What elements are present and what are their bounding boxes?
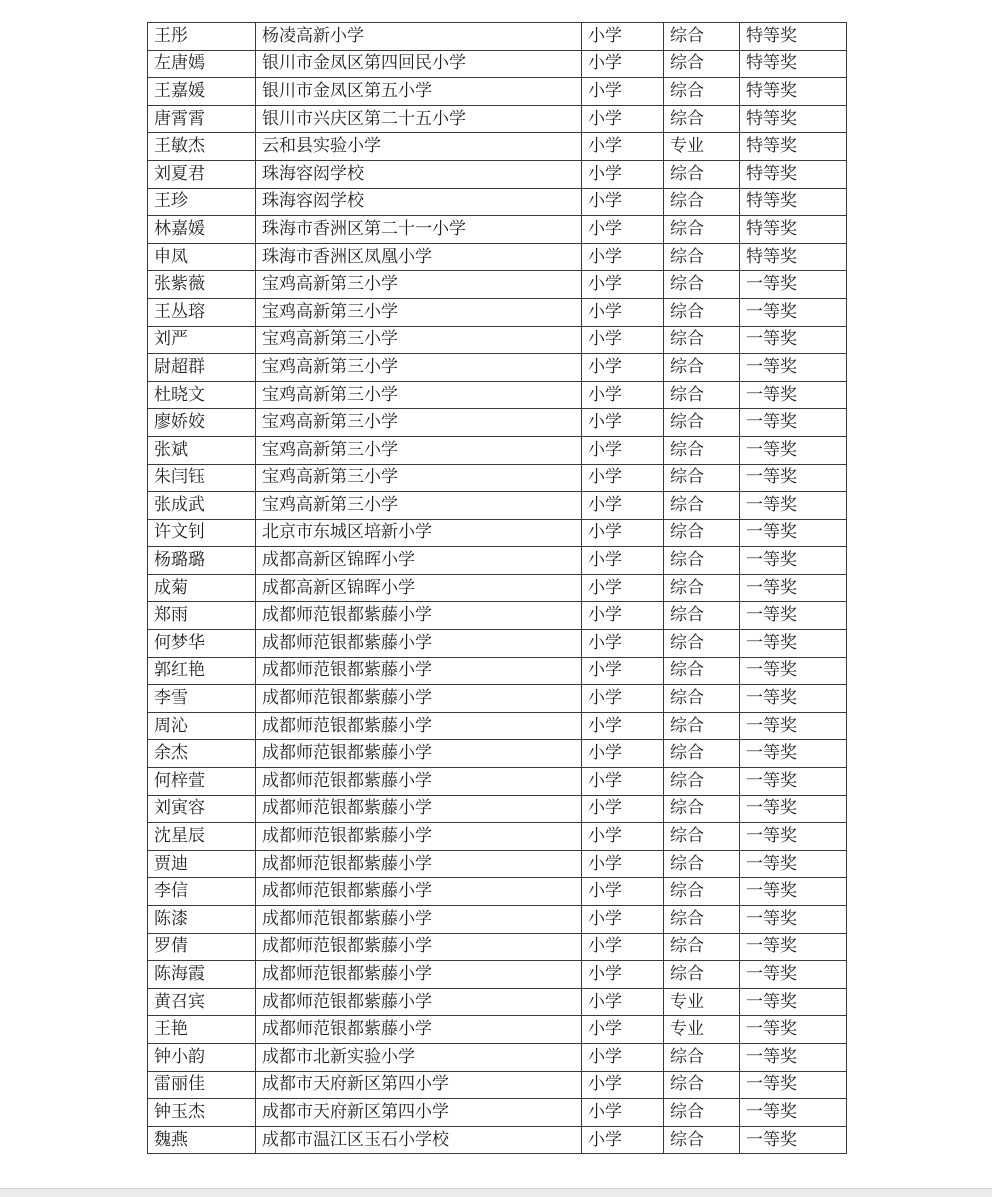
school-level-cell: 小学	[582, 657, 664, 685]
school-level-cell: 小学	[582, 381, 664, 409]
award-cell: 一等奖	[740, 685, 847, 713]
award-cell: 一等奖	[740, 630, 847, 658]
school-level-cell: 小学	[582, 492, 664, 520]
school-name-cell: 银川市兴庆区第二十五小学	[256, 105, 582, 133]
table-row	[148, 23, 847, 51]
school-name-cell: 银川市金凤区第四回民小学	[256, 50, 582, 78]
table-row	[148, 1016, 847, 1044]
category-cell: 综合	[664, 243, 740, 271]
school-level-cell: 小学	[582, 547, 664, 575]
school-level-cell: 小学	[582, 961, 664, 989]
student-name-cell: 申凤	[148, 243, 256, 271]
award-cell: 一等奖	[740, 602, 847, 630]
student-name-cell: 郭红艳	[148, 657, 256, 685]
student-name-cell: 陈漆	[148, 906, 256, 934]
category-cell: 综合	[664, 933, 740, 961]
table-row	[148, 906, 847, 934]
award-cell: 一等奖	[740, 768, 847, 796]
student-name-cell: 李信	[148, 878, 256, 906]
award-cell: 特等奖	[740, 188, 847, 216]
school-name-cell: 珠海容闳学校	[256, 188, 582, 216]
category-cell: 综合	[664, 1071, 740, 1099]
table-row	[148, 1043, 847, 1071]
school-level-cell: 小学	[582, 602, 664, 630]
school-level-cell: 小学	[582, 271, 664, 299]
school-name-cell: 珠海市香洲区第二十一小学	[256, 216, 582, 244]
category-cell: 综合	[664, 547, 740, 575]
category-cell: 综合	[664, 354, 740, 382]
table-row	[148, 712, 847, 740]
award-cell: 一等奖	[740, 1099, 847, 1127]
student-name-cell: 贾迪	[148, 850, 256, 878]
award-cell: 一等奖	[740, 795, 847, 823]
school-level-cell: 小学	[582, 850, 664, 878]
school-level-cell: 小学	[582, 188, 664, 216]
award-cell: 一等奖	[740, 1126, 847, 1154]
table-row	[148, 657, 847, 685]
student-name-cell: 刘夏君	[148, 160, 256, 188]
student-name-cell: 何梦华	[148, 630, 256, 658]
school-level-cell: 小学	[582, 933, 664, 961]
school-name-cell: 银川市金凤区第五小学	[256, 78, 582, 106]
table-row	[148, 243, 847, 271]
award-cell: 一等奖	[740, 657, 847, 685]
table-row	[148, 574, 847, 602]
school-level-cell: 小学	[582, 1043, 664, 1071]
category-cell: 专业	[664, 133, 740, 161]
table-row	[148, 78, 847, 106]
student-name-cell: 张紫薇	[148, 271, 256, 299]
category-cell: 综合	[664, 630, 740, 658]
school-level-cell: 小学	[582, 988, 664, 1016]
school-name-cell: 成都市温江区玉石小学校	[256, 1126, 582, 1154]
school-level-cell: 小学	[582, 409, 664, 437]
school-name-cell: 成都师范银都紫藤小学	[256, 602, 582, 630]
category-cell: 综合	[664, 50, 740, 78]
category-cell: 综合	[664, 602, 740, 630]
award-cell: 特等奖	[740, 160, 847, 188]
award-cell: 特等奖	[740, 23, 847, 51]
table-row	[148, 188, 847, 216]
student-name-cell: 王珍	[148, 188, 256, 216]
school-level-cell: 小学	[582, 519, 664, 547]
category-cell: 综合	[664, 216, 740, 244]
award-cell: 一等奖	[740, 961, 847, 989]
category-cell: 综合	[664, 878, 740, 906]
table-row	[148, 1126, 847, 1154]
award-cell: 一等奖	[740, 326, 847, 354]
table-row	[148, 740, 847, 768]
award-cell: 一等奖	[740, 519, 847, 547]
student-name-cell: 刘寅容	[148, 795, 256, 823]
school-level-cell: 小学	[582, 298, 664, 326]
school-name-cell: 成都师范银都紫藤小学	[256, 657, 582, 685]
award-cell: 一等奖	[740, 271, 847, 299]
school-name-cell: 珠海容闳学校	[256, 160, 582, 188]
category-cell: 综合	[664, 326, 740, 354]
student-name-cell: 杜晓文	[148, 381, 256, 409]
school-level-cell: 小学	[582, 464, 664, 492]
award-cell: 一等奖	[740, 1016, 847, 1044]
category-cell: 综合	[664, 381, 740, 409]
school-name-cell: 成都师范银都紫藤小学	[256, 768, 582, 796]
award-cell: 特等奖	[740, 105, 847, 133]
school-name-cell: 成都师范银都紫藤小学	[256, 878, 582, 906]
school-level-cell: 小学	[582, 574, 664, 602]
category-cell: 综合	[664, 160, 740, 188]
category-cell: 综合	[664, 1126, 740, 1154]
table-row	[148, 298, 847, 326]
category-cell: 综合	[664, 961, 740, 989]
award-cell: 一等奖	[740, 574, 847, 602]
table-row	[148, 105, 847, 133]
school-name-cell: 宝鸡高新第三小学	[256, 381, 582, 409]
table-row	[148, 878, 847, 906]
school-level-cell: 小学	[582, 243, 664, 271]
school-level-cell: 小学	[582, 795, 664, 823]
award-cell: 一等奖	[740, 547, 847, 575]
school-name-cell: 宝鸡高新第三小学	[256, 464, 582, 492]
category-cell: 专业	[664, 1016, 740, 1044]
award-cell: 一等奖	[740, 823, 847, 851]
award-cell: 一等奖	[740, 712, 847, 740]
table-row	[148, 933, 847, 961]
school-name-cell: 成都师范银都紫藤小学	[256, 988, 582, 1016]
student-name-cell: 刘严	[148, 326, 256, 354]
school-level-cell: 小学	[582, 23, 664, 51]
school-name-cell: 成都师范银都紫藤小学	[256, 961, 582, 989]
student-name-cell: 魏燕	[148, 1126, 256, 1154]
award-cell: 特等奖	[740, 133, 847, 161]
student-name-cell: 王丛瑢	[148, 298, 256, 326]
table-row	[148, 50, 847, 78]
table-row	[148, 519, 847, 547]
category-cell: 综合	[664, 795, 740, 823]
table-row	[148, 133, 847, 161]
category-cell: 综合	[664, 188, 740, 216]
table-row	[148, 630, 847, 658]
student-name-cell: 罗倩	[148, 933, 256, 961]
student-name-cell: 张斌	[148, 436, 256, 464]
table-row	[148, 436, 847, 464]
award-cell: 一等奖	[740, 354, 847, 382]
school-level-cell: 小学	[582, 740, 664, 768]
school-level-cell: 小学	[582, 133, 664, 161]
school-name-cell: 杨凌高新小学	[256, 23, 582, 51]
school-level-cell: 小学	[582, 1071, 664, 1099]
student-name-cell: 林嘉媛	[148, 216, 256, 244]
school-name-cell: 成都师范银都紫藤小学	[256, 1016, 582, 1044]
category-cell: 综合	[664, 740, 740, 768]
school-name-cell: 成都市天府新区第四小学	[256, 1071, 582, 1099]
category-cell: 综合	[664, 436, 740, 464]
student-name-cell: 王嘉媛	[148, 78, 256, 106]
student-name-cell: 成菊	[148, 574, 256, 602]
school-level-cell: 小学	[582, 78, 664, 106]
page-break-band	[0, 1188, 992, 1197]
school-level-cell: 小学	[582, 216, 664, 244]
school-level-cell: 小学	[582, 160, 664, 188]
category-cell: 综合	[664, 271, 740, 299]
school-name-cell: 成都师范银都紫藤小学	[256, 795, 582, 823]
school-name-cell: 成都师范银都紫藤小学	[256, 933, 582, 961]
school-level-cell: 小学	[582, 436, 664, 464]
category-cell: 综合	[664, 492, 740, 520]
school-level-cell: 小学	[582, 1099, 664, 1127]
table-row	[148, 381, 847, 409]
student-name-cell: 陈海霞	[148, 961, 256, 989]
award-cell: 一等奖	[740, 988, 847, 1016]
student-name-cell: 沈星辰	[148, 823, 256, 851]
school-name-cell: 云和县实验小学	[256, 133, 582, 161]
award-cell: 一等奖	[740, 740, 847, 768]
category-cell: 综合	[664, 768, 740, 796]
school-name-cell: 成都高新区锦晖小学	[256, 574, 582, 602]
table-row	[148, 271, 847, 299]
student-name-cell: 尉超群	[148, 354, 256, 382]
school-name-cell: 成都市天府新区第四小学	[256, 1099, 582, 1127]
student-name-cell: 廖娇姣	[148, 409, 256, 437]
table-row	[148, 464, 847, 492]
table-row	[148, 354, 847, 382]
school-level-cell: 小学	[582, 105, 664, 133]
category-cell: 综合	[664, 712, 740, 740]
school-name-cell: 珠海市香洲区凤凰小学	[256, 243, 582, 271]
student-name-cell: 王彤	[148, 23, 256, 51]
school-name-cell: 成都师范银都紫藤小学	[256, 685, 582, 713]
student-name-cell: 钟玉杰	[148, 1099, 256, 1127]
award-cell: 一等奖	[740, 492, 847, 520]
category-cell: 综合	[664, 105, 740, 133]
student-name-cell: 张成武	[148, 492, 256, 520]
table-row	[148, 216, 847, 244]
category-cell: 综合	[664, 906, 740, 934]
school-name-cell: 宝鸡高新第三小学	[256, 409, 582, 437]
award-cell: 一等奖	[740, 878, 847, 906]
school-level-cell: 小学	[582, 1016, 664, 1044]
student-name-cell: 郑雨	[148, 602, 256, 630]
category-cell: 综合	[664, 850, 740, 878]
school-name-cell: 北京市东城区培新小学	[256, 519, 582, 547]
category-cell: 综合	[664, 574, 740, 602]
school-name-cell: 成都师范银都紫藤小学	[256, 850, 582, 878]
school-level-cell: 小学	[582, 768, 664, 796]
student-name-cell: 雷丽佳	[148, 1071, 256, 1099]
school-name-cell: 宝鸡高新第三小学	[256, 354, 582, 382]
table-row	[148, 409, 847, 437]
student-name-cell: 何梓萱	[148, 768, 256, 796]
award-cell: 特等奖	[740, 243, 847, 271]
school-level-cell: 小学	[582, 50, 664, 78]
school-name-cell: 成都师范银都紫藤小学	[256, 712, 582, 740]
table-row	[148, 685, 847, 713]
school-name-cell: 成都高新区锦晖小学	[256, 547, 582, 575]
school-name-cell: 成都师范银都紫藤小学	[256, 740, 582, 768]
table-row	[148, 160, 847, 188]
school-name-cell: 成都师范银都紫藤小学	[256, 906, 582, 934]
award-cell: 特等奖	[740, 50, 847, 78]
award-cell: 一等奖	[740, 464, 847, 492]
school-level-cell: 小学	[582, 1126, 664, 1154]
table-row	[148, 492, 847, 520]
table-row	[148, 823, 847, 851]
table-row	[148, 850, 847, 878]
student-name-cell: 黄召宾	[148, 988, 256, 1016]
school-name-cell: 宝鸡高新第三小学	[256, 298, 582, 326]
student-name-cell: 王艳	[148, 1016, 256, 1044]
table-row	[148, 1099, 847, 1127]
category-cell: 综合	[664, 519, 740, 547]
category-cell: 综合	[664, 657, 740, 685]
school-level-cell: 小学	[582, 823, 664, 851]
school-name-cell: 宝鸡高新第三小学	[256, 436, 582, 464]
table-row	[148, 795, 847, 823]
award-cell: 一等奖	[740, 933, 847, 961]
student-name-cell: 李雪	[148, 685, 256, 713]
table-row	[148, 1071, 847, 1099]
award-cell: 一等奖	[740, 1043, 847, 1071]
table-row	[148, 961, 847, 989]
award-cell: 一等奖	[740, 381, 847, 409]
table-row	[148, 988, 847, 1016]
category-cell: 综合	[664, 685, 740, 713]
student-name-cell: 杨璐璐	[148, 547, 256, 575]
award-cell: 特等奖	[740, 216, 847, 244]
school-level-cell: 小学	[582, 685, 664, 713]
school-name-cell: 宝鸡高新第三小学	[256, 326, 582, 354]
category-cell: 综合	[664, 78, 740, 106]
table-row	[148, 547, 847, 575]
table-row	[148, 326, 847, 354]
school-level-cell: 小学	[582, 712, 664, 740]
category-cell: 综合	[664, 1099, 740, 1127]
school-name-cell: 成都师范银都紫藤小学	[256, 630, 582, 658]
school-name-cell: 成都师范银都紫藤小学	[256, 823, 582, 851]
category-cell: 综合	[664, 23, 740, 51]
student-name-cell: 钟小韵	[148, 1043, 256, 1071]
award-cell: 一等奖	[740, 436, 847, 464]
award-cell: 一等奖	[740, 409, 847, 437]
student-name-cell: 许文钊	[148, 519, 256, 547]
student-name-cell: 周沁	[148, 712, 256, 740]
school-level-cell: 小学	[582, 630, 664, 658]
student-name-cell: 朱闫钰	[148, 464, 256, 492]
school-name-cell: 成都市北新实验小学	[256, 1043, 582, 1071]
student-name-cell: 王敏杰	[148, 133, 256, 161]
school-level-cell: 小学	[582, 878, 664, 906]
category-cell: 综合	[664, 298, 740, 326]
category-cell: 综合	[664, 409, 740, 437]
category-cell: 专业	[664, 988, 740, 1016]
school-name-cell: 宝鸡高新第三小学	[256, 271, 582, 299]
award-cell: 一等奖	[740, 1071, 847, 1099]
school-level-cell: 小学	[582, 326, 664, 354]
award-cell: 一等奖	[740, 850, 847, 878]
school-name-cell: 宝鸡高新第三小学	[256, 492, 582, 520]
school-level-cell: 小学	[582, 906, 664, 934]
table-row	[148, 768, 847, 796]
category-cell: 综合	[664, 823, 740, 851]
category-cell: 综合	[664, 1043, 740, 1071]
student-name-cell: 余杰	[148, 740, 256, 768]
award-cell: 特等奖	[740, 78, 847, 106]
student-name-cell: 唐霄霄	[148, 105, 256, 133]
school-level-cell: 小学	[582, 354, 664, 382]
student-name-cell: 左唐嫣	[148, 50, 256, 78]
award-cell: 一等奖	[740, 298, 847, 326]
table-row	[148, 602, 847, 630]
award-results-table	[147, 22, 847, 1154]
category-cell: 综合	[664, 464, 740, 492]
award-cell: 一等奖	[740, 906, 847, 934]
